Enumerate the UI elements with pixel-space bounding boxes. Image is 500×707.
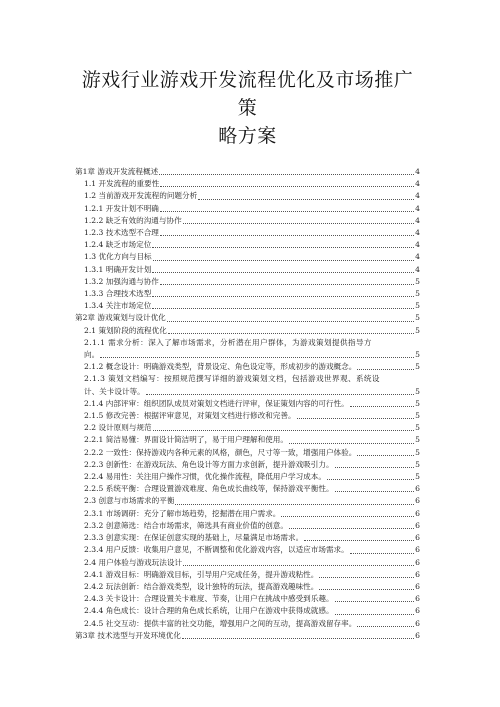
toc-entry-text: 2.1.5 修改完善：根据评审意见，对策划文档进行修改和完善。 xyxy=(84,411,296,421)
toc-entry[interactable] xyxy=(75,337,420,361)
toc-leader-dots xyxy=(297,417,415,419)
toc-page-number: 6 xyxy=(415,581,420,591)
toc-entry[interactable] xyxy=(75,178,420,190)
toc-leader-dots xyxy=(357,368,414,370)
toc-entry[interactable] xyxy=(75,447,420,459)
toc-leader-dots xyxy=(182,637,414,639)
toc-entry[interactable] xyxy=(75,471,420,483)
toc-entry[interactable] xyxy=(75,398,420,410)
toc-entry-text: 第3章 技术选型与开发环境优化 xyxy=(75,630,181,640)
toc-entry-text: 2.2.2 一致性：保持游戏内各种元素的风格，颜色，尺寸等一致，增强用户体验。 xyxy=(84,447,357,457)
toc-entry[interactable] xyxy=(75,434,420,446)
toc-entry[interactable] xyxy=(75,544,420,556)
toc-page-number: 6 xyxy=(415,606,420,616)
toc-entry[interactable] xyxy=(75,410,420,422)
toc-entry[interactable] xyxy=(75,569,420,581)
toc-leader-dots xyxy=(153,429,415,431)
toc-entry[interactable] xyxy=(75,276,420,288)
toc-page-number: 6 xyxy=(415,545,420,555)
table-of-contents xyxy=(75,166,420,642)
toc-entry-text: 2.4.4 角色成长：设计合理的角色成长系统，让用户在游戏中获得成就感。 xyxy=(84,606,334,616)
toc-page-number: 5 xyxy=(415,472,420,482)
toc-leader-dots xyxy=(281,515,414,517)
toc-page-number: 6 xyxy=(415,508,420,518)
toc-page-number: 5 xyxy=(415,276,420,286)
toc-page-number: 5 xyxy=(415,313,420,323)
toc-page-number: 4 xyxy=(415,215,420,225)
toc-entry-text: 2.2.5 系统平衡：合理设置游戏难度、角色成长曲线等，保持游戏平衡性。 xyxy=(84,484,334,494)
toc-leader-dots xyxy=(153,259,415,261)
toc-entry-text: 1.3 优化方向与目标 xyxy=(84,252,152,262)
toc-entry[interactable] xyxy=(75,215,420,227)
toc-entry-text: 1.2.4 缺乏市场定位 xyxy=(84,240,152,250)
toc-entry[interactable] xyxy=(75,239,420,251)
toc-leader-dots xyxy=(319,588,414,590)
toc-entry[interactable] xyxy=(75,251,420,263)
toc-entry[interactable] xyxy=(75,495,420,507)
toc-leader-dots xyxy=(160,283,414,285)
toc-entry-text: 2.3.3 创意实现：在保证创意实现的基础上，尽量满足市场需求。 xyxy=(84,533,304,543)
toc-entry[interactable] xyxy=(75,520,420,532)
toc-chapter[interactable] xyxy=(75,312,420,324)
toc-entry-text: 1.2.1 开发计划不明确 xyxy=(84,203,159,213)
toc-page-number: 5 xyxy=(415,289,420,299)
toc-entry[interactable] xyxy=(75,300,420,312)
toc-leader-dots xyxy=(304,539,414,541)
toc-entry[interactable] xyxy=(75,361,420,373)
toc-entry[interactable] xyxy=(75,532,420,544)
toc-entry-text: 2.1.2 概念设计：明确游戏类型，背景设定、角色设定等，形成初步的游戏概念。 xyxy=(84,362,357,372)
toc-leader-dots xyxy=(198,198,414,200)
toc-leader-dots xyxy=(335,613,415,615)
toc-page-number: 6 xyxy=(415,594,420,604)
toc-entry[interactable] xyxy=(75,593,420,605)
toc-page-number: 6 xyxy=(415,630,420,640)
toc-leader-dots xyxy=(100,356,414,358)
toc-leader-dots xyxy=(327,478,414,480)
toc-entry-text-continued: 计、关卡设计等。 xyxy=(84,386,145,396)
toc-entry-text: 1.2.3 技术选型不合理 xyxy=(84,228,159,238)
toc-entry-text: 1.3.2 加强沟通与协作 xyxy=(84,276,159,286)
toc-entry[interactable] xyxy=(75,459,420,471)
toc-page-number: 4 xyxy=(415,228,420,238)
toc-page-number: 6 xyxy=(415,484,420,494)
toc-entry[interactable] xyxy=(75,557,420,569)
toc-entry[interactable] xyxy=(75,581,420,593)
toc-entry[interactable] xyxy=(75,264,420,276)
toc-entry-text-continued: 向。 xyxy=(84,350,100,360)
toc-entry-text: 2.3.1 市场调研：充分了解市场趋势，挖掘潜在用户需求。 xyxy=(84,508,281,518)
toc-leader-dots xyxy=(183,564,414,566)
toc-entry[interactable] xyxy=(75,203,420,215)
toc-page-number: 5 xyxy=(415,411,420,421)
toc-leader-dots xyxy=(183,222,414,224)
toc-entry-text: 2.2.4 易用性：关注用户操作习惯，优化操作流程，降低用户学习成本。 xyxy=(84,472,326,482)
toc-entry[interactable] xyxy=(75,483,420,495)
toc-entry-text: 第2章 游戏策划与设计优化 xyxy=(75,313,166,323)
toc-leader-dots xyxy=(289,527,414,529)
toc-leader-dots xyxy=(350,552,414,554)
toc-leader-dots xyxy=(152,307,414,309)
toc-entry[interactable] xyxy=(75,227,420,239)
toc-entry-text: 2.4.5 社交互动：提供丰富的社交功能，增强用户之间的互动，提高游戏留存率。 xyxy=(84,618,357,628)
toc-page-number: 5 xyxy=(415,447,420,457)
toc-entry-text: 1.2.2 缺乏有效的沟通与协作 xyxy=(84,215,182,225)
toc-page-number: 4 xyxy=(415,191,420,201)
document-title xyxy=(75,0,420,150)
toc-leader-dots xyxy=(159,173,414,175)
toc-entry[interactable] xyxy=(75,288,420,300)
toc-entry-text: 1.3.3 合理技术选型 xyxy=(84,289,152,299)
toc-page-number: 5 xyxy=(415,301,420,311)
toc-entry[interactable] xyxy=(75,422,420,434)
toc-leader-dots xyxy=(160,185,414,187)
toc-page-number: 4 xyxy=(415,203,420,213)
toc-entry[interactable] xyxy=(75,508,420,520)
toc-page-number: 4 xyxy=(415,240,420,250)
toc-leader-dots xyxy=(357,625,414,627)
toc-entry-text: 2.3.2 创意筛选：结合市场需求，筛选具有商业价值的创意。 xyxy=(84,520,288,530)
toc-entry-text: 2.4 用户体验与游戏玩法设计 xyxy=(84,557,183,567)
toc-leader-dots xyxy=(335,490,415,492)
toc-leader-dots xyxy=(152,271,414,273)
toc-entry[interactable] xyxy=(75,618,420,630)
toc-entry-text: 2.1.1 需求分析：深入了解市场需求，分析潜在用户群体，为游戏策划提供指导方 xyxy=(84,337,372,347)
toc-page-number: 6 xyxy=(415,533,420,543)
toc-page-number: 6 xyxy=(415,569,420,579)
toc-page-number: 5 xyxy=(415,435,420,445)
toc-page-number: 6 xyxy=(415,618,420,628)
toc-entry-text: 2.3.4 用户反馈：收集用户意见，不断调整和优化游戏内容，以适应市场需求。 xyxy=(84,545,349,555)
toc-entry[interactable] xyxy=(75,190,420,202)
title-line-1: 游戏行业游戏开发流程优化及市场推广策 xyxy=(81,69,414,119)
title-line-2: 略方案 xyxy=(218,125,277,147)
toc-entry-text: 1.2 当前游戏开发流程的问题分析 xyxy=(84,191,198,201)
toc-leader-dots xyxy=(160,234,414,236)
toc-entry-text: 2.4.3 关卡设计：合理设置关卡难度、节奏，让用户在挑战中感受到乐趣。 xyxy=(84,594,334,604)
toc-entry-text: 第1章 游戏开发流程概述 xyxy=(75,167,159,176)
toc-leader-dots xyxy=(152,295,414,297)
toc-leader-dots xyxy=(319,576,414,578)
toc-page-number: 4 xyxy=(415,179,420,189)
toc-entry-text: 2.2.1 简洁易懂：界面设计简洁明了，易于用户理解和使用。 xyxy=(84,435,288,445)
toc-leader-dots xyxy=(289,442,414,444)
toc-entry-text: 2.4.2 玩法创新：结合游戏类型，设计独特的玩法，提高游戏趣味性。 xyxy=(84,581,319,591)
toc-page-number: 4 xyxy=(415,264,420,274)
toc-page-number: 5 xyxy=(415,459,420,469)
toc-leader-dots xyxy=(152,246,414,248)
toc-page-number: 5 xyxy=(415,423,420,433)
toc-page-number: 6 xyxy=(415,520,420,530)
toc-page-number: 4 xyxy=(415,167,420,176)
toc-entry[interactable] xyxy=(75,373,420,397)
toc-entry[interactable] xyxy=(75,325,420,337)
toc-entry-text: 2.3 创意与市场需求的平衡 xyxy=(84,496,175,506)
toc-chapter[interactable] xyxy=(75,630,420,642)
toc-page-number: 5 xyxy=(415,398,420,408)
toc-leader-dots xyxy=(335,600,415,602)
toc-leader-dots xyxy=(175,503,414,505)
toc-entry-text: 2.1.3 策划文档编写：按照规范撰写详细的游戏策划文档，包括游戏世界观、系统设 xyxy=(84,374,380,384)
toc-entry-text: 1.1 开发流程的重要性 xyxy=(84,179,160,189)
toc-entry-text: 2.4.1 游戏目标：明确游戏目标，引导用户完成任务，提升游戏粘性。 xyxy=(84,569,319,579)
toc-leader-dots xyxy=(160,210,414,212)
toc-page-number: 5 xyxy=(415,386,420,396)
toc-entry-text: 2.2 设计原则与规范 xyxy=(84,423,152,433)
toc-entry-text: 1.3.1 明确开发计划 xyxy=(84,264,152,274)
toc-leader-dots xyxy=(350,405,414,407)
toc-page-number: 5 xyxy=(415,362,420,372)
toc-page-number: 5 xyxy=(415,325,420,335)
toc-leader-dots xyxy=(335,466,415,468)
toc-leader-dots xyxy=(357,454,414,456)
toc-page-number: 4 xyxy=(415,252,420,262)
toc-page-number: 6 xyxy=(415,496,420,506)
toc-entry[interactable] xyxy=(75,605,420,617)
toc-entry-text: 1.3.4 关注市场定位 xyxy=(84,301,152,311)
toc-entry-text: 2.1 策划阶段的流程优化 xyxy=(84,325,167,335)
toc-entry-text: 2.1.4 内部评审：组织团队成员对策划文档进行评审，保证策划内容的可行性。 xyxy=(84,398,349,408)
toc-page-number: 6 xyxy=(415,557,420,567)
toc-chapter[interactable] xyxy=(75,166,420,178)
toc-leader-dots xyxy=(146,393,414,395)
toc-leader-dots xyxy=(167,320,414,322)
toc-entry-text: 2.2.3 创新性：在游戏玩法、角色设计等方面力求创新，提升游戏吸引力。 xyxy=(84,459,334,469)
toc-page-number: 5 xyxy=(415,350,420,360)
toc-leader-dots xyxy=(168,332,414,334)
